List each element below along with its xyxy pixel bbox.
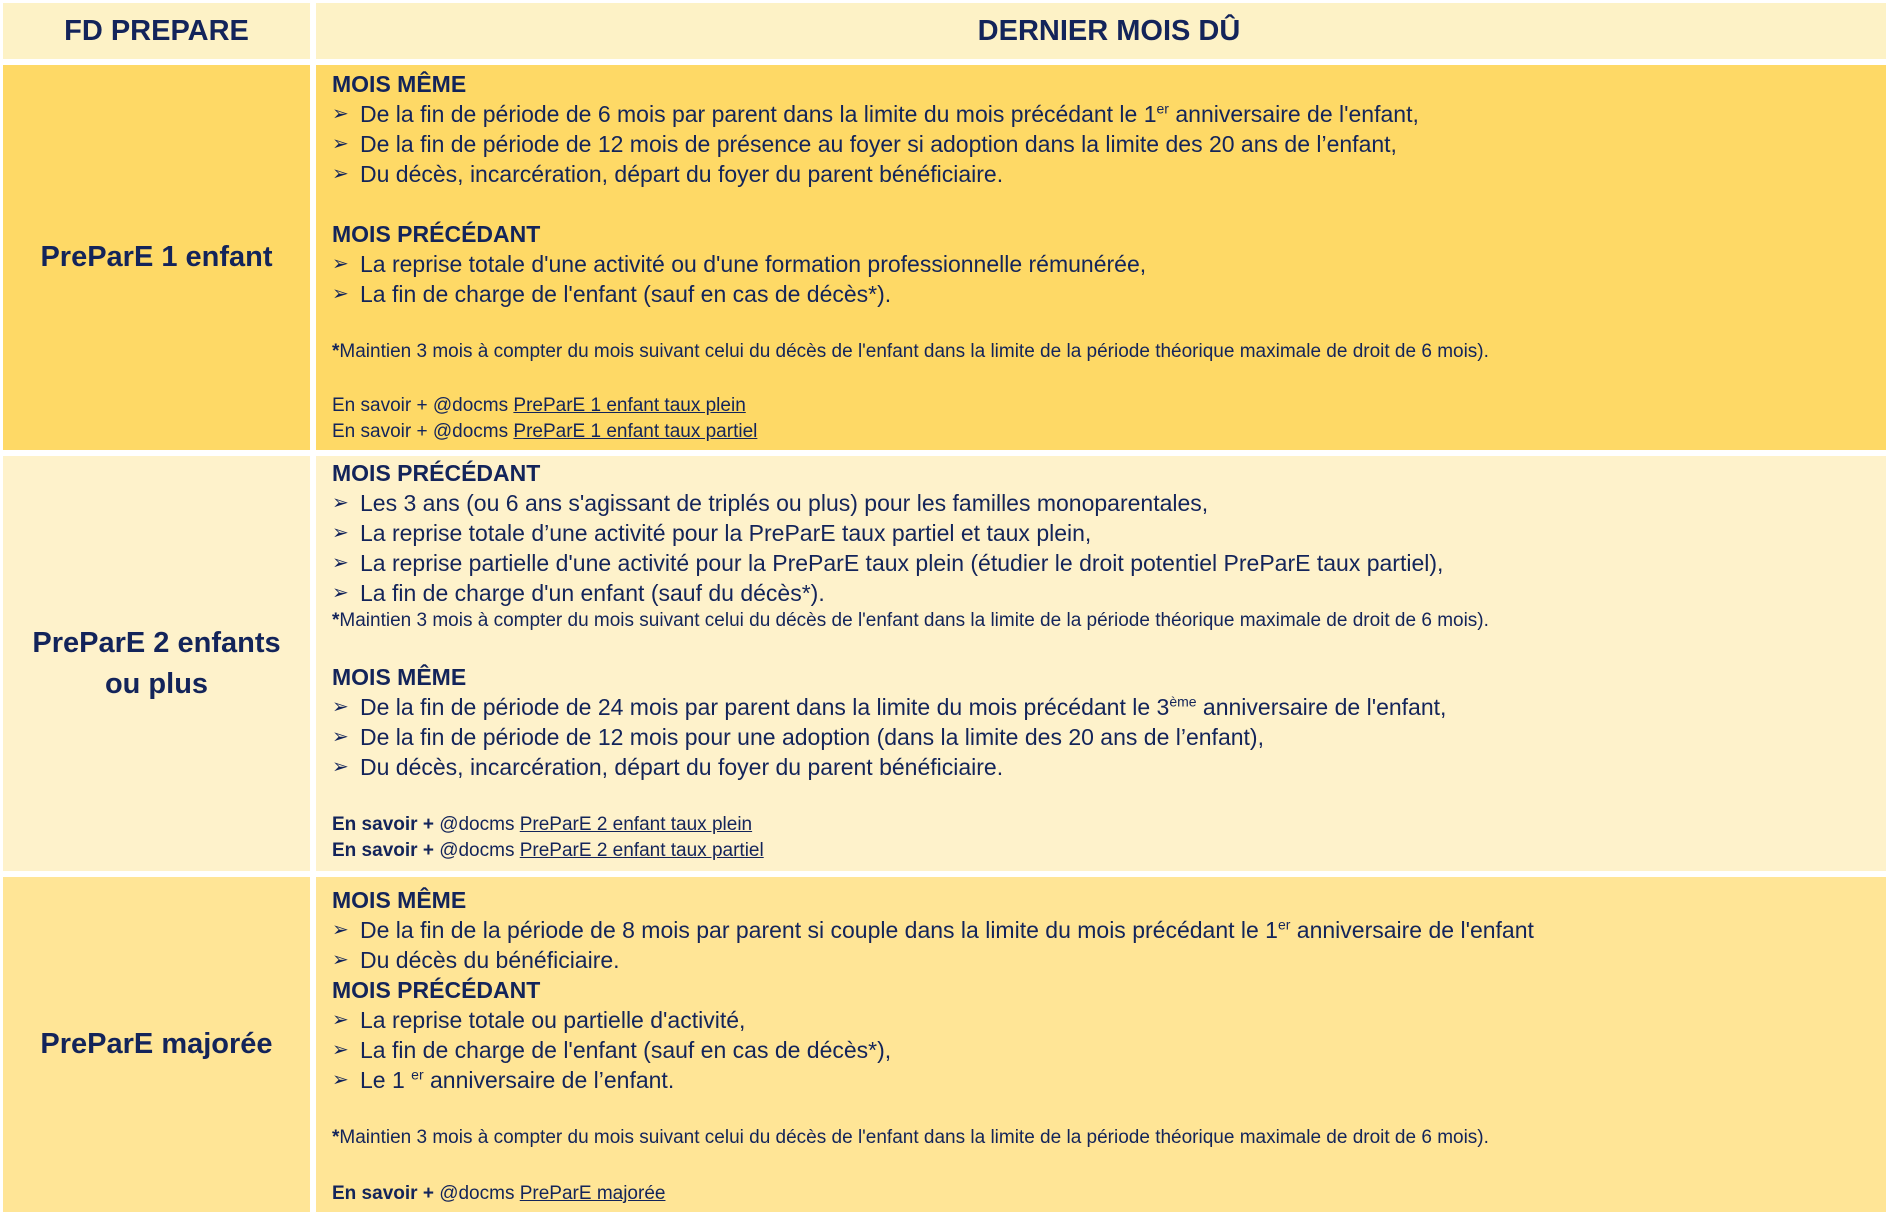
arrow-right-icon: ➢ bbox=[332, 552, 349, 574]
more-info-line: En savoir + @docms PreParE 1 enfant taux plein bbox=[332, 395, 746, 416]
arrow-right-icon: ➢ bbox=[332, 756, 349, 778]
arrow-right-icon: ➢ bbox=[332, 1009, 349, 1031]
more-info-line: En savoir + @docms PreParE 2 enfant taux partiel bbox=[332, 840, 764, 861]
footnote: *Maintien 3 mois à compter du mois suivant celui du décès de l'enfant dans la limite de la période théorique maximale de droit de 6 mois). bbox=[332, 610, 1489, 631]
arrow-right-icon: ➢ bbox=[332, 1069, 349, 1091]
row-content bbox=[316, 877, 1886, 1212]
table-row bbox=[3, 877, 1886, 1218]
arrow-right-icon: ➢ bbox=[332, 696, 349, 718]
more-info-line: En savoir + @docms PreParE 1 enfant taux partiel bbox=[332, 421, 758, 442]
list-item: ➢ Du décès, incarcération, départ du foyer du parent bénéficiaire. bbox=[332, 161, 1004, 187]
row-content bbox=[316, 456, 1886, 871]
more-info-line: En savoir + @docms PreParE 2 enfant taux plein bbox=[332, 814, 753, 835]
arrow-right-icon: ➢ bbox=[332, 522, 349, 544]
list-item: ➢ De la fin de période de 24 mois par parent dans la limite du mois précédant le 3ème anniversaire de l'enfant, bbox=[332, 693, 1447, 720]
list-item: ➢ La reprise totale ou partielle d'activité, bbox=[332, 1007, 746, 1033]
arrow-right-icon: ➢ bbox=[332, 163, 349, 185]
table-row bbox=[3, 456, 1886, 877]
arrow-right-icon: ➢ bbox=[332, 253, 349, 275]
table-header bbox=[3, 3, 1886, 65]
row-label: PreParE majorée bbox=[3, 877, 316, 1212]
section-title-mois-precedant: MOIS PRÉCÉDANT bbox=[332, 221, 541, 247]
arrow-right-icon: ➢ bbox=[332, 133, 349, 155]
arrow-right-icon: ➢ bbox=[332, 582, 349, 604]
list-item: ➢ La reprise totale d’une activité pour la PreParE taux partiel et taux plein, bbox=[332, 520, 1092, 546]
rules-table bbox=[3, 3, 1886, 1218]
arrow-right-icon: ➢ bbox=[332, 949, 349, 971]
arrow-right-icon: ➢ bbox=[332, 492, 349, 514]
section-title-mois-meme: MOIS MÊME bbox=[332, 887, 467, 913]
link-prepare-majoree[interactable]: PreParE majorée bbox=[519, 1183, 666, 1204]
list-item: ➢ Du décès, incarcération, départ du foyer du parent bénéficiaire. bbox=[332, 754, 1004, 780]
header-col-dernier-mois: DERNIER MOIS DÛ bbox=[316, 3, 1886, 59]
link-prepare-2-taux-partiel[interactable]: PreParE 2 enfant taux partiel bbox=[519, 840, 764, 861]
section-title-mois-precedant: MOIS PRÉCÉDANT bbox=[332, 460, 541, 486]
list-item: ➢ La fin de charge de l'enfant (sauf en cas de décès*). bbox=[332, 281, 892, 307]
footnote: *Maintien 3 mois à compter du mois suivant celui du décès de l'enfant dans la limite de la période théorique maximale de droit de 6 mois). bbox=[332, 1127, 1489, 1148]
list-item: ➢ De la fin de la période de 8 mois par parent si couple dans la limite du mois précédant le 1er anniversaire de l'enfant bbox=[332, 916, 1534, 943]
section-title-mois-meme: MOIS MÊME bbox=[332, 71, 467, 97]
row-label: PreParE 2 enfants ou plus bbox=[3, 456, 316, 871]
arrow-right-icon: ➢ bbox=[332, 103, 349, 125]
section-title-mois-meme: MOIS MÊME bbox=[332, 664, 467, 690]
arrow-right-icon: ➢ bbox=[332, 726, 349, 748]
arrow-right-icon: ➢ bbox=[332, 1039, 349, 1061]
list-item: ➢ La fin de charge d'un enfant (sauf du décès*). bbox=[332, 580, 825, 606]
list-item: ➢ Du décès du bénéficiaire. bbox=[332, 947, 620, 973]
list-item: ➢ De la fin de période de 12 mois de présence au foyer si adoption dans la limite des 20 ans de l’enfant, bbox=[332, 131, 1397, 157]
table-row bbox=[3, 65, 1886, 456]
link-prepare-1-taux-plein[interactable]: PreParE 1 enfant taux plein bbox=[513, 395, 746, 416]
list-item: ➢ La fin de charge de l'enfant (sauf en cas de décès*), bbox=[332, 1037, 892, 1063]
row-label: PreParE 1 enfant bbox=[3, 65, 316, 450]
link-prepare-2-taux-plein[interactable]: PreParE 2 enfant taux plein bbox=[519, 814, 753, 835]
link-prepare-1-taux-partiel[interactable]: PreParE 1 enfant taux partiel bbox=[513, 421, 758, 442]
list-item: ➢ De la fin de période de 6 mois par parent dans la limite du mois précédant le 1er anniversaire de l'enfant, bbox=[332, 100, 1419, 127]
arrow-right-icon: ➢ bbox=[332, 919, 349, 941]
list-item: ➢ La reprise totale d'une activité ou d'une formation professionnelle rémunérée, bbox=[332, 251, 1147, 277]
footnote: *Maintien 3 mois à compter du mois suivant celui du décès de l'enfant dans la limite de la période théorique maximale de droit de 6 mois). bbox=[332, 341, 1489, 362]
header-col-fd-prepare: FD PREPARE bbox=[3, 3, 316, 59]
more-info-line: En savoir + @docms PreParE majorée bbox=[332, 1183, 666, 1204]
arrow-right-icon: ➢ bbox=[332, 283, 349, 305]
list-item: ➢ Les 3 ans (ou 6 ans s'agissant de triplés ou plus) pour les familles monoparentales, bbox=[332, 490, 1209, 516]
list-item: ➢ Le 1 $^{er}$ anniversaire de l’enfant. bbox=[332, 1066, 675, 1093]
row-content bbox=[316, 65, 1886, 450]
section-title-mois-precedant: MOIS PRÉCÉDANT bbox=[332, 977, 541, 1003]
list-item: ➢ De la fin de période de 12 mois pour une adoption (dans la limite des 20 ans de l’enfant), bbox=[332, 724, 1264, 750]
list-item: ➢ La reprise partielle d'une activité pour la PreParE taux plein (étudier le droit potentiel PreParE taux partiel), bbox=[332, 550, 1444, 576]
